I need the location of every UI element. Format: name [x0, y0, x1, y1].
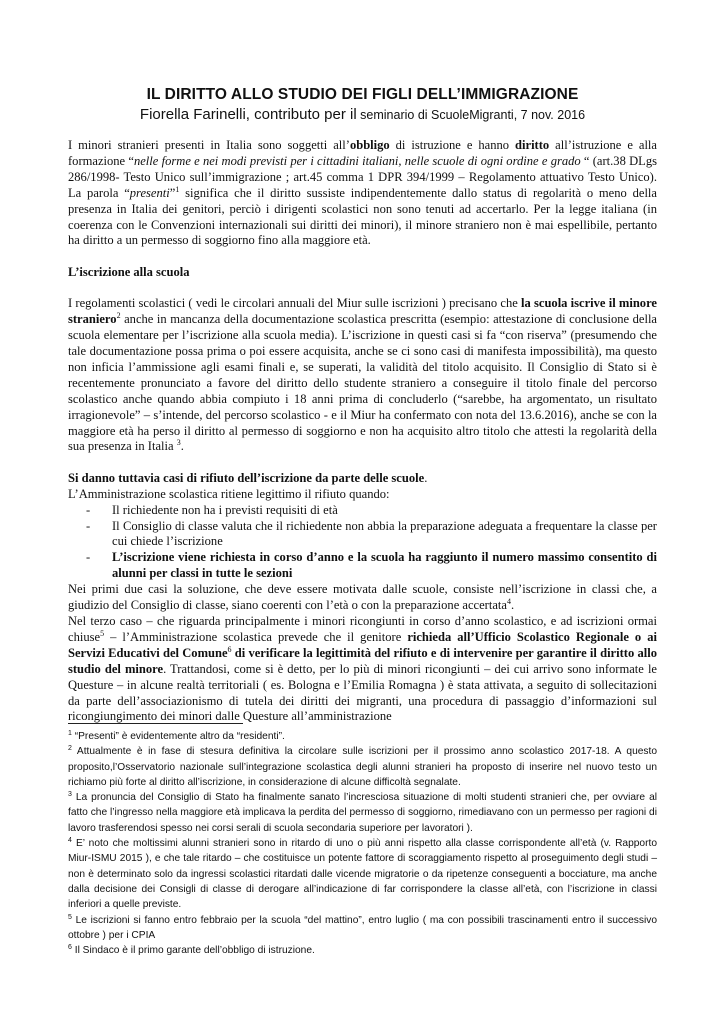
bold-text: diritto	[515, 138, 550, 152]
list-item-text: Il Consiglio di classe valuta che il richiedente non abbia la preparazione adeguata a frequentare la classe per cui chiede l’iscrizione	[112, 518, 657, 549]
bold-text: richieda all’Ufficio Scolastico Regionale o ai Servizi Educativi del Comune	[68, 629, 657, 660]
section2-paragraph-2	[68, 614, 657, 725]
footnote-number: 4	[68, 837, 72, 845]
italic-text: presenti	[129, 185, 170, 200]
section2-lead: L’Amministrazione scolastica ritiene legittimo il rifiuto quando:	[68, 486, 390, 501]
list-item	[68, 519, 657, 551]
list-dash: -	[86, 502, 91, 517]
subtitle-author: Fiorella Farinelli, contributo per il	[139, 106, 357, 123]
section-heading-rifiuto: Si danno tuttavia casi di rifiuto dell’iscrizione da parte delle scuole	[68, 470, 425, 485]
bold-text: obbligo	[349, 138, 390, 152]
text: .	[424, 470, 428, 485]
footnote-number: 2	[68, 745, 72, 753]
intro-paragraph	[68, 138, 657, 249]
text: . Trattandosi, come si è detto, per lo più di minori ricongiunti – dei cui arrivo sono informate le Questure – in alcune realtà territoriali ( es. Bologna e l’Emilia Romagna ) è stata attivata, a seguito di sollecitazioni da parte dell’associazionismo di tutela dei diritti dei migranti, una procedura di passaggio d’informazioni sul ricongiungimento dei minori dalle Questure all’amministrazione	[68, 661, 657, 724]
text: .	[510, 598, 515, 613]
text: Nei primi due casi la soluzione, che deve essere motivata dalle scuole, consiste nell’iscrizione in classi che, a giudizio del Consiglio di classe, siano coerenti con l’età o con la preparazione accertata	[68, 582, 657, 613]
text: “ (art.38 DLgs 286/1998- Testo Unico sull’immigrazione ; art.45 comma 1 DPR 394/1999 – Regolamento attuativo Testo Unico). La parola “	[68, 153, 657, 200]
footnote-text: Le iscrizioni si fanno entro febbraio per la scuola “del mattino”, entro luglio ( ma con possibili trascinamenti entro il successivo ottobre ) per i CPIA	[68, 914, 657, 941]
footnote-text: Attualmente è in fase di stesura definitiva la circolare sulle iscrizioni per il prossimo anno scolastico 2017-18. A questo proposito,l’Osservatorio nazionale sull’integrazione scolastica degli alunni stranieri ha proposto di inserire nel nuovo testo un richiamo più forte al diritto all’iscrizione, in considerazione di alcune difficoltà segnalate.	[68, 746, 657, 788]
section2-paragraph-1	[68, 582, 657, 614]
text: .	[180, 439, 184, 454]
italic-text: nelle forme e nei modi previsti per i cittadini italiani, nelle scuole di ogni ordine e grado	[133, 153, 581, 168]
list-dash: -	[86, 518, 91, 533]
footnote-ref: 6	[227, 644, 232, 654]
document-title: IL DIRITTO ALLO STUDIO DEI FIGLI DELL’IMMIGRAZIONE	[146, 86, 579, 103]
footnote-text: “Presenti” è evidentemente altro da “residenti”.	[71, 731, 285, 742]
footnote-text: Il Sindaco è il primo garante dell’obbligo di istruzione.	[71, 945, 315, 957]
text: anche in mancanza della documentazione scolastica prescritta (esempio: attestazione di conclusione della scuola elementare per l’iscrizione alla scuola media). L’iscrizione in questi casi si fa “con riserva” (presumendo che tale documentazione possa prima o poi essere acquisita, anche se ci sono casi di manifesta impossibilità), ma questo non inficia l’ammissione agli esami finali e, se superati, la validità del titolo acquisito. Il Consiglio di Stato si è recentemente pronunciato a favore del diritto dello studente straniero a conseguire il titolo finale del percorso scolastico anche quando abbia compiuto i 18 anni prima di concluderlo (“sarebbe, ha argomentato, un risultato irragionevole” – s’intende, del percorso scolastico - e il Miur ha confermato con nota del 13.6.2016), anche se con la maggiore età ha perso il diritto al permesso di soggiorno e non ha acquisito altro titolo che attesti la regolarità della sua presenza in Italia	[68, 312, 657, 454]
text: – l’Amministrazione scolastica prevede che il genitore	[104, 629, 408, 644]
footnote-number: 1	[68, 730, 72, 737]
footnote-ref: 2	[116, 311, 121, 321]
footnote	[68, 744, 657, 790]
document-body	[68, 138, 657, 725]
list-dash: -	[86, 550, 91, 565]
footnote-separator	[68, 723, 243, 724]
section1-paragraph	[68, 296, 657, 455]
section-heading-iscrizione: L’iscrizione alla scuola	[68, 264, 190, 279]
footnote	[68, 913, 657, 944]
footnote-ref: 5	[100, 628, 105, 638]
footnote	[68, 836, 657, 912]
footnote-number: 5	[68, 913, 72, 921]
list-item	[68, 550, 657, 582]
document-subtitle	[60, 106, 665, 123]
list-item-text: Il richiedente non ha i previsti requisiti di età	[112, 502, 338, 517]
text: di istruzione e hanno	[389, 138, 516, 152]
footnote	[68, 943, 657, 958]
footnote-number: 6	[68, 944, 72, 952]
refusal-list	[68, 503, 657, 583]
text: ”	[169, 185, 176, 200]
text: I regolamenti scolastici ( vedi le circolari annuali del Miur sulle iscrizioni ) precisano che	[68, 296, 522, 311]
footnote-text: La pronuncia del Consiglio di Stato ha finalmente sanato l’incresciosa situazione di molti studenti stranieri che, per ovviare al fatto che l’ingresso nella maggiore età implicava la perdita del permesso di soggiorno, rimediavano con un permesso per ragioni di lavoro trasferendosi spesso nei corsi serali di scuola secondaria superiore per lavoratori ).	[68, 792, 657, 834]
footnote-ref: 1	[175, 184, 180, 194]
bold-text: di verificare la legittimità del rifiuto e di intervenire per garantire il diritto allo studio del minore	[68, 645, 657, 676]
text: I minori stranieri presenti in Italia sono soggetti all’	[68, 138, 350, 152]
list-item	[68, 503, 657, 519]
section2-heading-line	[68, 471, 657, 487]
footnote-number: 3	[68, 791, 72, 799]
footnote	[68, 790, 657, 836]
footnote-text: E’ noto che moltissimi alunni stranieri sono in ritardo di uno o più anni rispetto alla classe corrispondente all’età (v. Rapporto Miur-ISMU 2015 ), e che tale ritardo – che costituisce un potente fattore di scoraggiamento rispetto al proseguimento degli studi – non è determinato solo da ingressi scolastici ritardati dalle vicende migratorie o da ripetenze conseguenti a bocciature, ma anche dalla decisione dei Consigli di classe di derogare all’indicazione di far corrispondere la classe all’età, con l’iscrizione in classi inferiori a quelle previste.	[68, 838, 657, 911]
footnote-ref: 4	[506, 597, 511, 607]
text: all’istruzione e alla formazione “	[68, 138, 657, 168]
text: significa che il diritto sussiste indipendentemente dallo status di regolarità o meno della presenza in Italia dei genitori, perciò i dirigenti scolastici non sono tenuti ad accertarlo. Per la legge italiana (in coerenza con le Convenzioni internazionali sui diritti dei minori), il minore straniero non è mai espellibile, pertanto ha diritto a un permesso di soggiorno fino alla maggiore età.	[68, 185, 657, 248]
list-item-text: L’iscrizione viene richiesta in corso d’anno e la scuola ha raggiunto il numero massimo consentito di alunni per classi in tutte le sezioni	[112, 550, 657, 581]
bold-text: la scuola iscrive il minore straniero	[68, 296, 657, 327]
text: Nel terzo caso – che riguarda principalmente i minori ricongiunti in corso d’anno scolastico, e ad iscrizioni ormai chiuse	[68, 613, 657, 644]
footnote-ref: 3	[176, 438, 181, 448]
footnote	[68, 729, 657, 744]
subtitle-event: seminario di ScuoleMigranti, 7 nov. 2016	[356, 108, 586, 122]
footnotes	[68, 729, 657, 958]
